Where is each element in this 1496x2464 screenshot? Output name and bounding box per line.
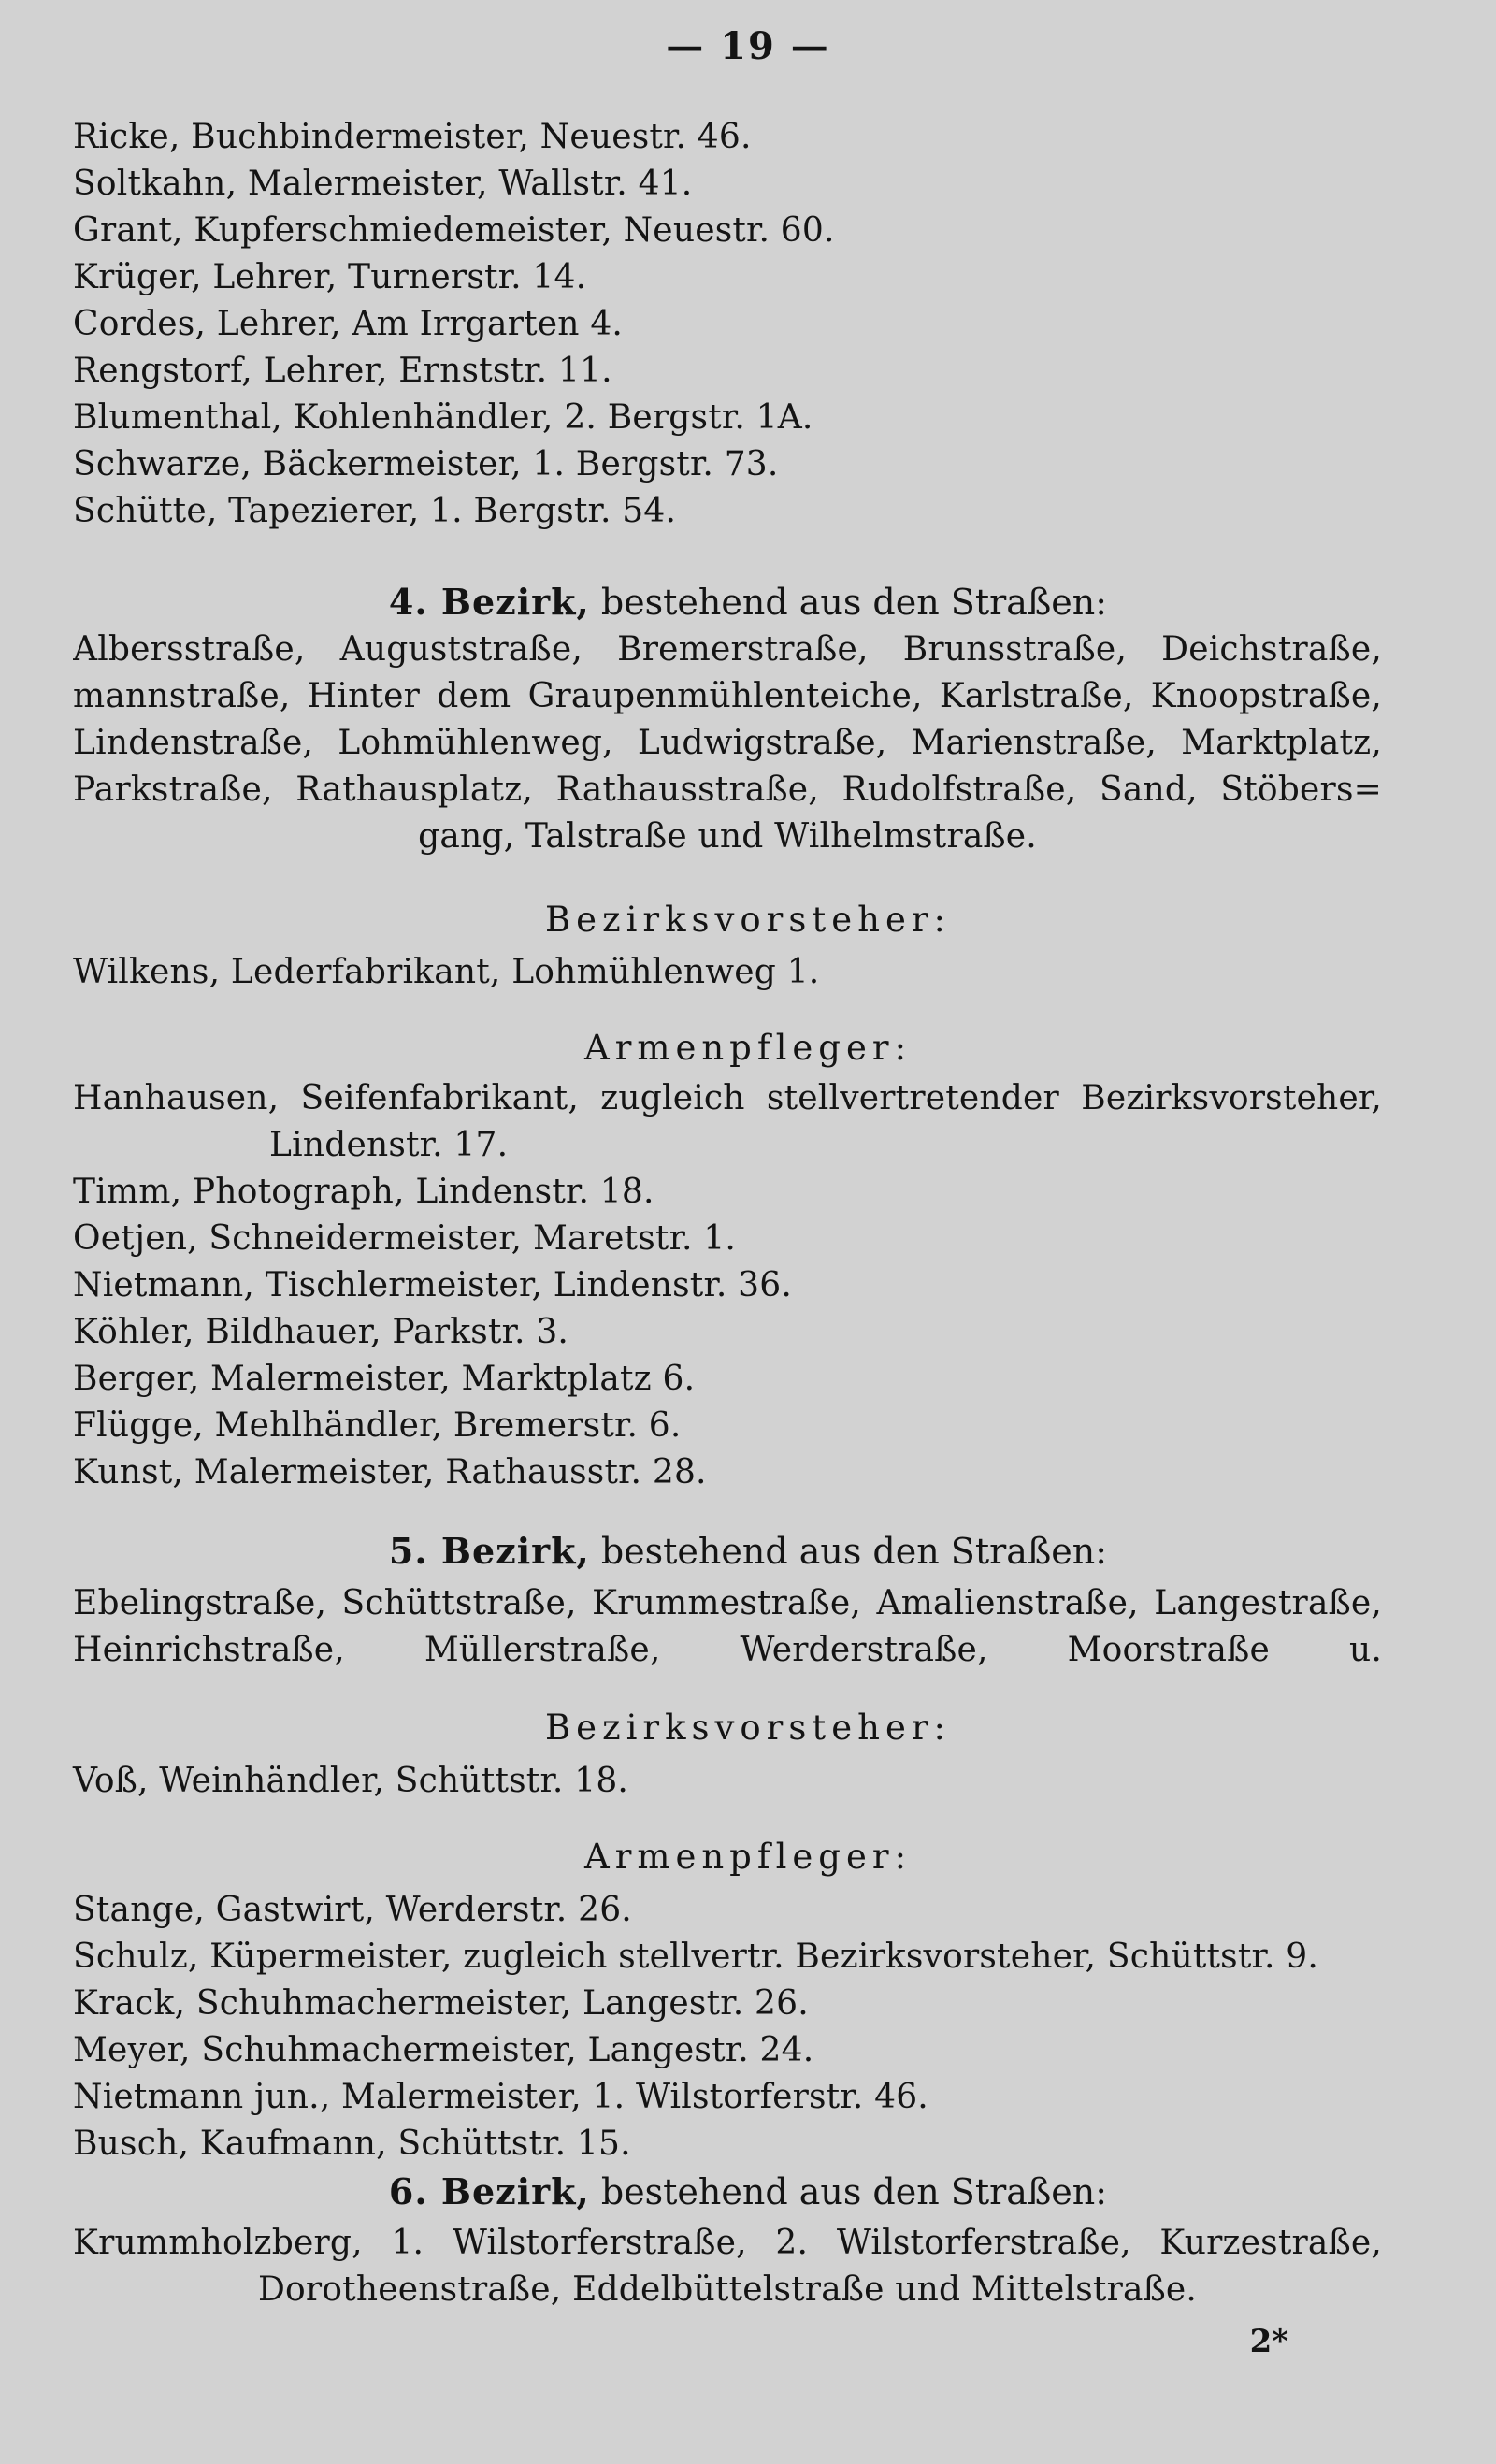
bezirk-4-armen-label: Armenpfleger: bbox=[583, 1028, 913, 1068]
bezirk-5-label: 5. Bezirk, bbox=[388, 1530, 590, 1572]
list-item: Köhler, Bildhauer, Parkstr. 3. bbox=[73, 1313, 569, 1351]
list-item: Krüger, Lehrer, Turnerstr. 14. bbox=[73, 258, 587, 296]
signature-mark: 2* bbox=[1249, 2323, 1288, 2360]
bezirk-6-heading bbox=[0, 2168, 1496, 2216]
bezirk-5-armenpfleger bbox=[73, 1887, 1318, 2168]
street-line: Heinrichstraße, Müllerstraße, Werderstraße, Moorstraße u. bbox=[73, 1631, 1382, 1669]
list-item: Cordes, Lehrer, Am Irrgarten 4. bbox=[73, 305, 624, 343]
list-item: Krack, Schuhmachermeister, Langestr. 26. bbox=[73, 1984, 809, 2023]
bezirk-4-heading bbox=[0, 578, 1496, 627]
list-item-continuation: Lindenstr. 17. bbox=[269, 1126, 509, 1164]
list-item: Busch, Kaufmann, Schüttstr. 15. bbox=[73, 2125, 631, 2163]
street-line: Albersstraße, Auguststraße, Bremerstraße, Brunsstraße, Deichstraße, bbox=[73, 630, 1382, 669]
list-item: Hanhausen, Seifenfabrikant, zugleich stellvertretender Bezirksvorsteher, bbox=[73, 1079, 1382, 1117]
list-item: Schütte, Tapezierer, 1. Bergstr. 54. bbox=[73, 492, 677, 530]
street-line: mannstraße, Hinter dem Graupenmühlenteiche, Karlstraße, Knoopstraße, bbox=[73, 677, 1382, 715]
bezirk-5-armen-label: Armenpfleger: bbox=[583, 1837, 913, 1877]
street-line: Parkstraße, Rathausplatz, Rathausstraße, Rudolfstraße, Sand, Stöbers= bbox=[73, 771, 1382, 809]
list-item: Berger, Malermeister, Marktplatz 6. bbox=[73, 1360, 696, 1398]
list-item: Nietmann, Tischlermeister, Lindenstr. 36. bbox=[73, 1266, 793, 1304]
bezirk-4-vorsteher bbox=[73, 949, 819, 996]
bezirk-4-heading-rest: bestehend aus den Straßen: bbox=[600, 582, 1108, 623]
list-item: Schulz, Küpermeister, zugleich stellvertr. Bezirksvorsteher, Schüttstr. 9. bbox=[73, 1938, 1318, 1976]
bezirk-6-heading-rest: bestehend aus den Straßen: bbox=[600, 2171, 1108, 2212]
list-item: Wilkens, Lederfabrikant, Lohmühlenweg 1. bbox=[73, 953, 820, 991]
bezirk-4-label: 4. Bezirk, bbox=[388, 581, 590, 623]
street-line: Krummholzberg, 1. Wilstorferstraße, 2. Wilstorferstraße, Kurzestraße, bbox=[73, 2224, 1382, 2262]
bezirk-4-armenpfleger bbox=[73, 1075, 1382, 1496]
list-item: Grant, Kupferschmiedemeister, Neuestr. 60. bbox=[73, 211, 835, 250]
bezirk-6-streets bbox=[73, 2220, 1382, 2313]
list-item: Nietmann jun., Malermeister, 1. Wilstorferstr. 46. bbox=[73, 2078, 928, 2116]
list-item: Oetjen, Schneidermeister, Maretstr. 1. bbox=[73, 1219, 737, 1258]
street-line: Lindenstraße, Lohmühlenweg, Ludwigstraße, Marienstraße, Marktplatz, bbox=[73, 724, 1382, 762]
bezirk-5-vorsteher-label: Bezirksvorsteher: bbox=[544, 1708, 951, 1748]
list-item: Stange, Gastwirt, Werderstr. 26. bbox=[73, 1891, 632, 1929]
list-item: Timm, Photograph, Lindenstr. 18. bbox=[73, 1173, 654, 1211]
bezirk-5-vorsteher bbox=[73, 1758, 628, 1805]
street-line: gang, Talstraße und Wilhelmstraße. bbox=[418, 817, 1037, 856]
list-item: Meyer, Schuhmachermeister, Langestr. 24. bbox=[73, 2031, 814, 2069]
bezirk-4-vorsteher-label: Bezirksvorsteher: bbox=[544, 900, 951, 940]
street-line: Dorotheenstraße, Eddelbüttelstraße und Mittelstraße. bbox=[257, 2270, 1198, 2309]
list-item: Voß, Weinhändler, Schüttstr. 18. bbox=[73, 1762, 629, 1800]
bezirk-5-heading bbox=[0, 1527, 1496, 1576]
list-item: Flügge, Mehlhändler, Bremerstr. 6. bbox=[73, 1406, 682, 1445]
list-item: Kunst, Malermeister, Rathausstr. 28. bbox=[73, 1453, 707, 1491]
bezirk-5-heading-rest: bestehend aus den Straßen: bbox=[600, 1531, 1108, 1572]
list-item: Soltkahn, Malermeister, Wallstr. 41. bbox=[73, 165, 693, 203]
list-item: Blumenthal, Kohlenhändler, 2. Bergstr. 1A. bbox=[73, 398, 813, 437]
bezirk-4-streets bbox=[73, 627, 1382, 860]
entry-list-continued bbox=[73, 114, 835, 535]
list-item: Rengstorf, Lehrer, Ernststr. 11. bbox=[73, 352, 612, 390]
street-line: Ebelingstraße, Schüttstraße, Krummestraße, Amalienstraße, Langestraße, bbox=[73, 1584, 1382, 1622]
list-item: Ricke, Buchbindermeister, Neuestr. 46. bbox=[73, 118, 752, 156]
list-item: Schwarze, Bäckermeister, 1. Bergstr. 73. bbox=[73, 445, 779, 483]
bezirk-6-label: 6. Bezirk, bbox=[388, 2170, 590, 2212]
bezirk-5-streets bbox=[73, 1580, 1382, 1674]
page-number: — 19 — bbox=[666, 24, 830, 68]
